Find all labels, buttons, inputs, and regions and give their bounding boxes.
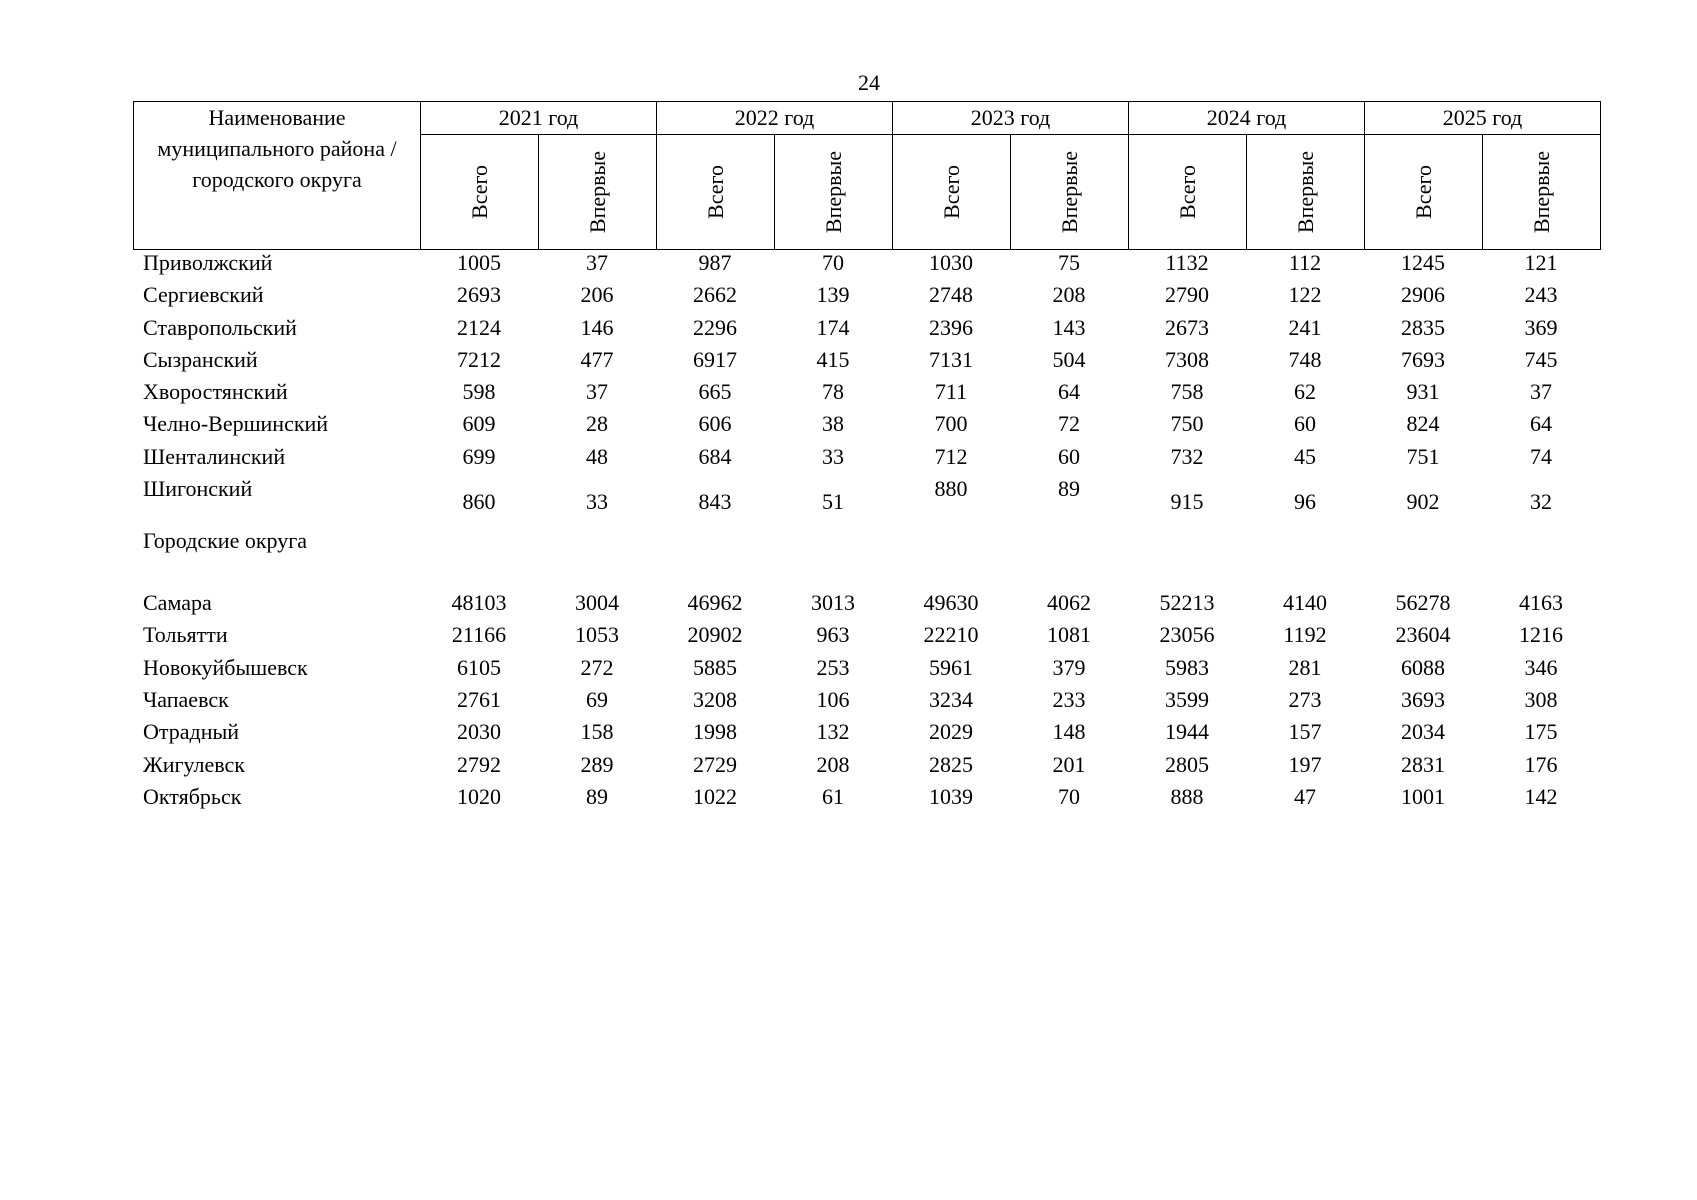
table-cell: 74 xyxy=(1530,443,1552,469)
subheader-label: Всего xyxy=(938,165,964,219)
table-cell: 745 xyxy=(1524,346,1558,372)
table-cell: 1998 xyxy=(693,719,737,745)
table-cell: 143 xyxy=(1052,314,1086,340)
row-name: Чапаевск xyxy=(143,686,229,712)
table-row xyxy=(133,752,1603,784)
table-cell: 3693 xyxy=(1401,686,1445,712)
row-name: Новокуйбышевск xyxy=(143,654,308,680)
table-cell: 1132 xyxy=(1165,250,1209,275)
table-cell: 1216 xyxy=(1519,622,1563,648)
subheader-first-3 xyxy=(1247,135,1365,250)
table-cell: 6917 xyxy=(693,346,737,372)
table-cell: 174 xyxy=(816,314,850,340)
table-cell: 2396 xyxy=(929,314,973,340)
table-row xyxy=(133,250,1603,282)
table-cell: 843 xyxy=(698,489,732,515)
table-cell: 4140 xyxy=(1283,590,1327,616)
table-cell: 243 xyxy=(1524,282,1558,308)
table-cell: 369 xyxy=(1524,314,1558,340)
table-cell: 2831 xyxy=(1401,751,1445,777)
table-row xyxy=(133,655,1603,687)
table-cell: 61 xyxy=(822,783,844,809)
table-cell: 38 xyxy=(822,411,844,437)
row-name: Сызранский xyxy=(143,346,258,372)
table-cell: 2748 xyxy=(929,282,973,308)
table-cell: 1030 xyxy=(929,250,973,275)
year-header-2023: 2023 год xyxy=(893,102,1129,135)
subheader-label: Впервые xyxy=(1292,150,1318,234)
table-cell: 1005 xyxy=(457,250,501,275)
name-column-header: Наименование муниципального района / городского округа xyxy=(134,102,421,250)
year-header-2022: 2022 год xyxy=(657,102,893,135)
table-cell: 289 xyxy=(580,751,614,777)
table-cell: 78 xyxy=(822,379,844,405)
year-header-2021: 2021 год xyxy=(421,102,657,135)
table-cell: 121 xyxy=(1524,250,1558,275)
table-cell: 758 xyxy=(1170,379,1204,405)
table-cell: 379 xyxy=(1052,654,1086,680)
table-cell: 23604 xyxy=(1395,622,1451,648)
subheader-total-1 xyxy=(657,135,775,250)
table-cell: 46962 xyxy=(687,590,743,616)
table-cell: 208 xyxy=(1052,282,1086,308)
table-row xyxy=(133,687,1603,719)
table-cell: 888 xyxy=(1170,783,1204,809)
table-cell: 197 xyxy=(1288,751,1322,777)
table-cell: 70 xyxy=(822,250,844,275)
table-cell: 106 xyxy=(816,686,850,712)
table-cell: 64 xyxy=(1058,379,1080,405)
section-title xyxy=(133,528,1603,590)
subheader-total-3 xyxy=(1129,135,1247,250)
year-header-2025: 2025 год xyxy=(1365,102,1601,135)
table-cell: 60 xyxy=(1294,411,1316,437)
table-row xyxy=(133,347,1603,379)
table-cell: 684 xyxy=(698,443,732,469)
table-cell: 1245 xyxy=(1401,250,1445,275)
table-cell: 598 xyxy=(462,379,496,405)
table-cell: 75 xyxy=(1058,250,1080,275)
cities-group xyxy=(133,590,1603,816)
table-cell: 28 xyxy=(586,411,608,437)
subheader-label: Всего xyxy=(1174,165,1200,219)
table-cell: 48103 xyxy=(451,590,507,616)
table-cell: 824 xyxy=(1406,411,1440,437)
table-cell: 1022 xyxy=(693,783,737,809)
table-cell: 5983 xyxy=(1165,654,1209,680)
table-cell: 346 xyxy=(1524,654,1558,680)
subheader-label: Впервые xyxy=(1056,150,1082,234)
table-cell: 176 xyxy=(1524,751,1558,777)
table-cell: 33 xyxy=(586,489,608,515)
table-cell: 45 xyxy=(1294,443,1316,469)
table-cell: 20902 xyxy=(687,622,743,648)
subheader-label: Всего xyxy=(702,165,728,219)
table-cell: 281 xyxy=(1288,654,1322,680)
row-name: Приволжский xyxy=(143,250,273,275)
table-cell: 987 xyxy=(698,250,732,275)
table-row xyxy=(133,315,1603,347)
table-cell: 2030 xyxy=(457,719,501,745)
table-cell: 711 xyxy=(934,379,968,405)
table-cell: 72 xyxy=(1058,411,1080,437)
table-cell: 477 xyxy=(580,346,614,372)
table-cell: 1039 xyxy=(929,783,973,809)
table-cell: 415 xyxy=(816,346,850,372)
table-row xyxy=(133,590,1603,622)
table-cell: 2124 xyxy=(457,314,501,340)
table-cell: 4062 xyxy=(1047,590,1091,616)
table-cell: 750 xyxy=(1170,411,1204,437)
row-name: Хворостянский xyxy=(143,379,288,405)
table-cell: 751 xyxy=(1406,443,1440,469)
table-cell: 2792 xyxy=(457,751,501,777)
table-cell: 139 xyxy=(816,282,850,308)
table-cell: 963 xyxy=(816,622,850,648)
table-row xyxy=(133,719,1603,751)
table-cell: 902 xyxy=(1406,489,1440,515)
subheader-total-4 xyxy=(1365,135,1483,250)
table-cell: 69 xyxy=(586,686,608,712)
table-cell: 3004 xyxy=(575,590,619,616)
table-cell: 146 xyxy=(580,314,614,340)
table-row xyxy=(133,444,1603,476)
table-cell: 2029 xyxy=(929,719,973,745)
table-cell: 1192 xyxy=(1283,622,1327,648)
row-name: Сергиевский xyxy=(143,282,264,308)
subheader-label: Впервые xyxy=(584,150,610,234)
table-cell: 51 xyxy=(822,489,844,515)
row-name: Ставропольский xyxy=(143,314,297,340)
subheader-first-4 xyxy=(1483,135,1601,250)
table-cell: 22210 xyxy=(923,622,979,648)
table-cell: 23056 xyxy=(1159,622,1215,648)
table-cell: 33 xyxy=(822,443,844,469)
table-cell: 175 xyxy=(1524,719,1558,745)
table-cell: 2790 xyxy=(1165,282,1209,308)
table-cell: 122 xyxy=(1288,282,1322,308)
row-name: Шенталинский xyxy=(143,443,286,469)
table-cell: 148 xyxy=(1052,719,1086,745)
table-cell: 48 xyxy=(586,443,608,469)
table-cell: 273 xyxy=(1288,686,1322,712)
subheader-first-2 xyxy=(1011,135,1129,250)
row-name: Жигулевск xyxy=(143,751,245,777)
districts-group xyxy=(133,250,1603,528)
table-cell: 5961 xyxy=(929,654,973,680)
table-cell: 7308 xyxy=(1165,346,1209,372)
table-cell: 37 xyxy=(586,379,608,405)
year-header-2024: 2024 год xyxy=(1129,102,1365,135)
row-name: Челно-Вершинский xyxy=(143,411,329,437)
table-cell: 609 xyxy=(462,411,496,437)
table-cell: 37 xyxy=(586,250,608,275)
table-cell: 504 xyxy=(1052,346,1086,372)
table-cell: 272 xyxy=(580,654,614,680)
table-cell: 2805 xyxy=(1165,751,1209,777)
table-cell: 699 xyxy=(462,443,496,469)
table-cell: 2693 xyxy=(457,282,501,308)
table-cell: 62 xyxy=(1294,379,1316,405)
table-cell: 201 xyxy=(1052,751,1086,777)
table-cell: 2729 xyxy=(693,751,737,777)
table-cell: 2662 xyxy=(693,282,737,308)
table-cell: 70 xyxy=(1058,783,1080,809)
table-cell: 47 xyxy=(1294,783,1316,809)
table-cell: 7131 xyxy=(929,346,973,372)
table-cell: 158 xyxy=(580,719,614,745)
table-cell: 748 xyxy=(1288,346,1322,372)
row-name: Самара xyxy=(143,590,212,616)
subheader-first-0 xyxy=(539,135,657,250)
table-row xyxy=(133,784,1603,816)
table-row xyxy=(133,411,1603,443)
table-cell: 1001 xyxy=(1401,783,1445,809)
table-cell: 606 xyxy=(698,411,732,437)
row-name: Шигонский xyxy=(143,476,253,502)
table-cell: 89 xyxy=(586,783,608,809)
table-cell: 132 xyxy=(816,719,850,745)
subheader-total-0 xyxy=(421,135,539,250)
section-title-text: Городские округа xyxy=(143,528,308,554)
table-cell: 5885 xyxy=(693,654,737,680)
table-cell: 6088 xyxy=(1401,654,1445,680)
table-cell: 233 xyxy=(1052,686,1086,712)
table-cell: 3013 xyxy=(811,590,855,616)
table-cell: 241 xyxy=(1288,314,1322,340)
table-cell: 3234 xyxy=(929,686,973,712)
table-cell: 700 xyxy=(934,411,968,437)
table-cell: 880 xyxy=(934,476,968,502)
table-cell: 60 xyxy=(1058,443,1080,469)
table-cell: 52213 xyxy=(1159,590,1215,616)
table-cell: 96 xyxy=(1294,489,1316,515)
table-row xyxy=(133,282,1603,314)
table-cell: 732 xyxy=(1170,443,1204,469)
table-cell: 2673 xyxy=(1165,314,1209,340)
table-cell: 89 xyxy=(1058,476,1080,502)
table-cell: 157 xyxy=(1288,719,1322,745)
table-row xyxy=(133,476,1603,528)
table-cell: 665 xyxy=(698,379,732,405)
table-body xyxy=(133,250,1603,816)
table-cell: 2835 xyxy=(1401,314,1445,340)
row-name: Тольятти xyxy=(143,622,228,648)
subheader-total-2 xyxy=(893,135,1011,250)
table-cell: 931 xyxy=(1406,379,1440,405)
table-cell: 2906 xyxy=(1401,282,1445,308)
table-cell: 3208 xyxy=(693,686,737,712)
table-cell: 2761 xyxy=(457,686,501,712)
table-cell: 142 xyxy=(1524,783,1558,809)
table-cell: 1053 xyxy=(575,622,619,648)
subheader-label: Впервые xyxy=(820,150,846,234)
table-cell: 208 xyxy=(816,751,850,777)
table-cell: 308 xyxy=(1524,686,1558,712)
table-cell: 915 xyxy=(1170,489,1204,515)
table-cell: 49630 xyxy=(923,590,979,616)
table-cell: 32 xyxy=(1530,489,1552,515)
table-cell: 56278 xyxy=(1395,590,1451,616)
table-cell: 4163 xyxy=(1519,590,1563,616)
table-cell: 7212 xyxy=(457,346,501,372)
page-number: 24 xyxy=(858,70,880,95)
table-cell: 2825 xyxy=(929,751,973,777)
subheader-first-1 xyxy=(775,135,893,250)
table-cell: 3599 xyxy=(1165,686,1209,712)
table-cell: 206 xyxy=(580,282,614,308)
table-cell: 253 xyxy=(816,654,850,680)
table-cell: 860 xyxy=(462,489,496,515)
row-name: Отрадный xyxy=(143,719,240,745)
subheader-label: Всего xyxy=(1410,165,1436,219)
row-name: Октябрьск xyxy=(143,783,242,809)
subheader-label: Всего xyxy=(466,165,492,219)
table-cell: 1944 xyxy=(1165,719,1209,745)
table-row xyxy=(133,622,1603,654)
table-cell: 7693 xyxy=(1401,346,1445,372)
table-cell: 1081 xyxy=(1047,622,1091,648)
table-cell: 21166 xyxy=(451,622,507,648)
table-cell: 37 xyxy=(1530,379,1552,405)
table-cell: 712 xyxy=(934,443,968,469)
table-cell: 112 xyxy=(1288,250,1322,275)
table-cell: 64 xyxy=(1530,411,1552,437)
table-cell: 2034 xyxy=(1401,719,1445,745)
subheader-label: Впервые xyxy=(1528,150,1554,234)
table-cell: 6105 xyxy=(457,654,501,680)
table-row xyxy=(133,379,1603,411)
table-cell: 2296 xyxy=(693,314,737,340)
table-cell: 1020 xyxy=(457,783,501,809)
table-header xyxy=(133,101,1601,250)
